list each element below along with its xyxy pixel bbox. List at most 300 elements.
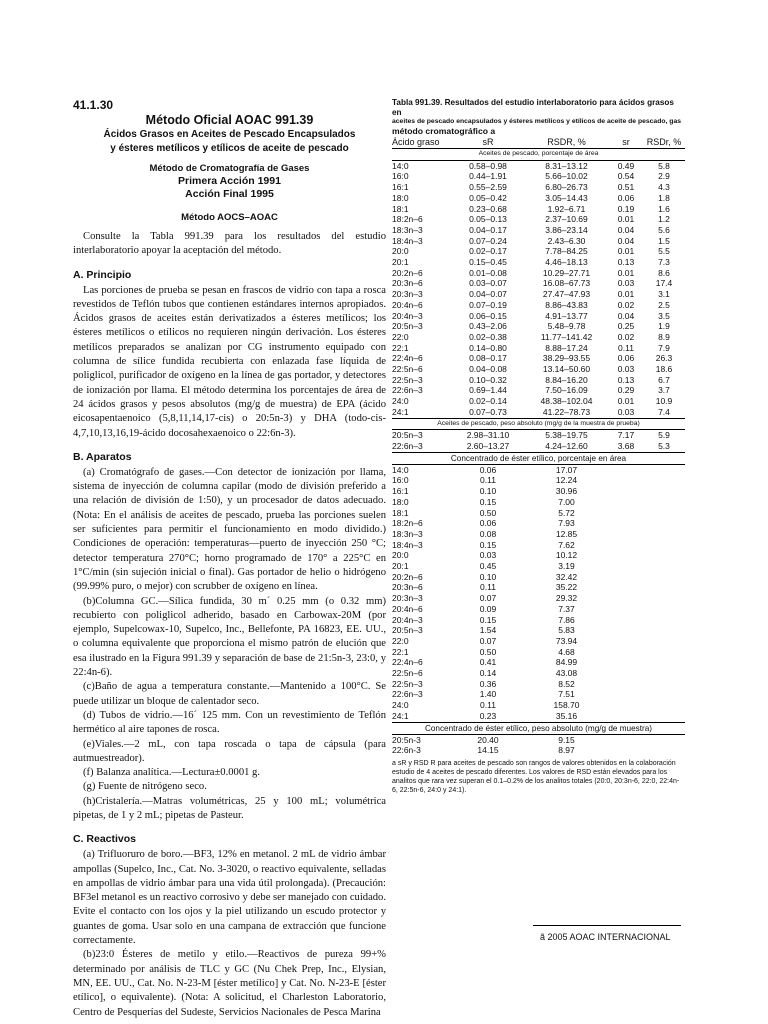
table-cell: 0.25 [617, 321, 635, 332]
table-cell: 20:3n–3 [392, 289, 423, 300]
table-cell: 12.24 [555, 475, 578, 486]
table-row [392, 647, 685, 658]
table-row [392, 441, 685, 452]
table-row [392, 182, 685, 193]
table-cell: 20:1 [392, 561, 409, 572]
table-cell: 20:3n–3 [392, 593, 423, 604]
header-rsdr: RSDr, % [643, 136, 685, 149]
table-cell: 14:0 [392, 464, 409, 475]
table-cell: 22:6n–3 [392, 385, 423, 396]
table-cell: 0.07–0.24 [469, 235, 507, 246]
table-cell: 1.40 [479, 689, 497, 700]
table-row [392, 407, 685, 418]
table-cell: 0.44–1.91 [469, 171, 507, 182]
table-cell: 27.47–47.93 [542, 289, 591, 300]
table-cell [643, 540, 685, 551]
table-cell: 5.72 [558, 507, 575, 518]
table-cell [643, 647, 685, 658]
table-cell: 7.51 [558, 689, 575, 700]
table-cell: 16.08–67.73 [542, 278, 591, 289]
table-cell: 8.52 [558, 678, 575, 689]
table-row [392, 268, 685, 279]
table-cell: 0.15 [479, 539, 497, 550]
table-cell: 20:5n–3 [392, 625, 423, 636]
table-cell: 7.17 [617, 430, 635, 441]
table-cell: 0.15–0.45 [469, 257, 507, 268]
table-row [392, 508, 685, 519]
table-cell [609, 582, 643, 593]
table-cell [643, 497, 685, 508]
table-cell: 22:0 [392, 635, 409, 646]
table-cell: 0.23–0.68 [469, 203, 507, 214]
table-cell: 0.10 [479, 486, 497, 497]
table-cell: 41.22–78.73 [542, 406, 591, 417]
table-cell: 8.88–17.24 [545, 342, 588, 353]
table-cell: 0.14 [479, 668, 497, 679]
subtitle-line2: y ésteres metílicos y etílicos de aceite de pescado [110, 143, 349, 154]
table-cell: 22:5n–3 [392, 678, 423, 689]
table-cell: 7.50–16.09 [545, 385, 588, 396]
table-cell: 0.04–0.07 [469, 289, 507, 300]
table-cell: 29.32 [555, 593, 578, 604]
section-b-d: (d) Tubos de vidrio.—16´ 125 mm. Con un revestimiento de Teflón hermético al aire tapones de rosca. [73, 709, 386, 736]
table-row [392, 343, 685, 354]
table-cell: 0.11 [480, 700, 496, 711]
table-cell: 22:4n–6 [392, 353, 423, 364]
table-row [392, 204, 685, 215]
table-cell: 6.7 [658, 374, 670, 385]
table-cell: 0.11 [618, 342, 634, 353]
table-cell: 0.05–0.13 [469, 214, 507, 225]
table-cell: 48.38–102.04 [540, 396, 593, 407]
section-b-g: (g) Fuente de nitrógeno seco. [83, 781, 207, 793]
table-cell: 3.7 [658, 385, 670, 396]
table-cell: 0.41 [479, 657, 497, 668]
table-cell [643, 657, 685, 668]
table-row [392, 668, 685, 679]
table-band-heading: Concentrado de éster etílico, porcentaje en área [392, 452, 685, 464]
table-cell [643, 615, 685, 626]
table-row [392, 540, 685, 551]
table-cell: 0.14–0.80 [469, 342, 507, 353]
table-cell [643, 529, 685, 540]
table-cell: 32.42 [555, 571, 578, 582]
table-cell: 18:1 [392, 507, 409, 518]
table-cell: 0.07–0.19 [469, 299, 507, 310]
table-cell: 7.37 [558, 603, 575, 614]
table-cell: 2.37–10.69 [545, 214, 588, 225]
table-cell: 0.43–2.06 [469, 321, 507, 332]
table-cell [643, 689, 685, 700]
table-cell: 18:0 [392, 496, 409, 507]
table-cell: 0.11 [480, 582, 496, 593]
table-cell: 20:5n-3 [392, 734, 421, 745]
table-cell: 5.48–9.78 [547, 321, 586, 332]
table-cell: 0.03 [617, 278, 635, 289]
table-cell: 0.13 [617, 374, 635, 385]
table-row [392, 160, 685, 171]
table-cell: 0.11 [480, 475, 496, 486]
table-subtitle: aceites de pescado encapsulados y ésteres metílicos y etílicos de aceite de pescado, gas [392, 118, 682, 125]
table-cell: 10.9 [655, 396, 673, 407]
table-cell: 0.19 [617, 203, 635, 214]
table-row [392, 332, 685, 343]
section-b-c: (c)Baño de agua a temperatura constante.—Mantenido a 100°C. Se puede utilizar un bloque de calentador seco. [73, 681, 386, 707]
section-b-h: (h)Cristalería.—Matras volumétricas, 25 y 100 mL; volumétrica pipetas, de 1 y 2 mL; pipetas de Pasteur. [73, 795, 386, 821]
table-cell: 5.38–19.75 [545, 430, 588, 441]
table-cell: 0.06 [617, 353, 635, 364]
table-cell [609, 636, 643, 647]
table-cell: 20:1 [392, 257, 409, 268]
method-line2: Primera Acción 1991 [178, 175, 281, 187]
table-cell [609, 745, 643, 756]
table-cell: 158.70 [553, 700, 580, 711]
table-cell: 0.10–0.32 [469, 374, 507, 385]
table-cell: 0.02 [617, 299, 635, 310]
table-cell: 0.02 [617, 331, 635, 342]
table-cell [609, 689, 643, 700]
table-cell: 20:0 [392, 246, 409, 257]
table-cell: 0.08 [479, 528, 497, 539]
table-cell [609, 464, 643, 475]
table-cell: 7.3 [658, 257, 670, 268]
table-cell: 0.23 [479, 710, 497, 721]
table-cell [643, 636, 685, 647]
section-b-f: (f) Balanza analítica.—Lectura±0.0001 g. [83, 767, 261, 779]
table-cell: 20:4n–3 [392, 614, 423, 625]
table-cell [643, 508, 685, 519]
table-cell: 24:1 [392, 710, 409, 721]
table-cell [609, 668, 643, 679]
table-cell [609, 508, 643, 519]
header-sR: sR [452, 136, 524, 149]
table-cell: 22:5n–6 [392, 668, 423, 679]
table-cell: 0.04 [617, 224, 635, 235]
table-cell: 5.5 [658, 246, 670, 257]
table-cell: 8.6 [658, 267, 670, 278]
table-cell [643, 486, 685, 497]
table-cell: 18:2n–6 [392, 214, 423, 225]
table-row [392, 353, 685, 364]
table-cell [609, 529, 643, 540]
table-cell: 0.04 [617, 235, 635, 246]
table-cell [643, 745, 685, 756]
table-cell: 20:5n–3 [392, 321, 423, 332]
table-cell: 4.3 [658, 182, 670, 193]
method-title: Método Oficial AOAC 991.39 [145, 113, 314, 127]
table-cell: 0.15 [479, 614, 497, 625]
table-cell: 0.06 [617, 192, 635, 203]
header-fatty-acid: Ácido graso [392, 136, 452, 149]
table-cell: 73.94 [555, 635, 578, 646]
table-section-1 [392, 149, 685, 419]
table-cell: 22:0 [392, 331, 409, 342]
table-row [392, 711, 685, 722]
table-cell [609, 657, 643, 668]
table-row [392, 550, 685, 561]
table-cell: 8.84–16.20 [545, 374, 588, 385]
table-cell: 3.1 [658, 289, 670, 300]
table-cell: 0.69–1.44 [469, 385, 507, 396]
table-cell [609, 475, 643, 486]
table-cell: 7.86 [558, 614, 575, 625]
table-cell: 16:0 [392, 171, 409, 182]
table-row [392, 364, 685, 375]
table-cell: 5.8 [658, 160, 670, 171]
table-cell: 30.96 [555, 486, 578, 497]
table-cell [609, 679, 643, 690]
table-cell: 0.04 [617, 310, 635, 321]
table-subtitle-2: método cromatográfico a [392, 126, 496, 136]
table-row [392, 657, 685, 668]
table-row [392, 300, 685, 311]
table-cell: 0.01–0.08 [469, 267, 507, 278]
table-cell: 3.19 [558, 561, 575, 572]
table-cell: 7.93 [558, 518, 575, 529]
table-cell: 0.50 [479, 507, 497, 518]
table-cell [643, 561, 685, 572]
section-number: 41.1.30 [73, 98, 114, 112]
table-cell: 5.3 [658, 440, 670, 451]
table-row [392, 385, 685, 396]
table-cell: 12.85 [555, 528, 578, 539]
table-cell [609, 604, 643, 615]
table-cell: 16:1 [392, 486, 409, 497]
table-row [392, 625, 685, 636]
table-row [392, 689, 685, 700]
section-a-heading: A. Principio [73, 268, 132, 281]
table-cell [609, 486, 643, 497]
intro-paragraph: Consulte la Tabla 991.39 para los resultados del estudio interlaboratorio apoyar la aceptación del método. [73, 231, 386, 257]
table-cell: 18:1 [392, 203, 409, 214]
table-cell: 0.06–0.15 [469, 310, 507, 321]
table-cell: 0.13 [617, 257, 635, 268]
table-cell: 20:4n–6 [392, 603, 423, 614]
table-cell: 18.6 [655, 364, 673, 375]
table-cell: 8.86–43.83 [545, 299, 588, 310]
table-cell: 0.03 [479, 550, 497, 561]
table-cell: 1.92–6.71 [547, 203, 586, 214]
table-cell: 22:5n–3 [392, 374, 423, 385]
table-cell: 84.99 [555, 657, 578, 668]
table-cell: 11.77–141.42 [540, 331, 593, 342]
table-cell: 0.04–0.17 [469, 224, 507, 235]
table-cell: 13.14–50.60 [542, 364, 591, 375]
table-cell [643, 593, 685, 604]
table-cell: 38.29–93.55 [542, 353, 591, 364]
right-column [392, 98, 685, 795]
table-cell: 10.29–27.71 [542, 267, 591, 278]
table-cell: 0.03 [617, 406, 635, 417]
table-cell: 7.9 [658, 342, 670, 353]
table-cell: 0.02–0.17 [469, 246, 507, 257]
table-row [392, 572, 685, 583]
table-row [392, 289, 685, 300]
table-cell: 20:0 [392, 550, 409, 561]
table-cell: 9.15 [558, 734, 575, 745]
table-cell: 22:6n–3 [392, 440, 423, 451]
table-cell: 0.49 [617, 160, 635, 171]
section-b-b: (b)Columna GC.—Sílica fundida, 30 m´ 0.25 mm (o 0.32 mm) recubierto con poliglicol adherido, basado en Carbowax-20M (por ejemplo, Supelcowax-10, Supelco, Inc., Bellefonte, PA 16823, EE. UU., o columna equivalente que proporciona el mismo patrón de elución que esa ilustrado en la Figura 991.39 y separación de base de 21:5n-3, 23:0, y 22:4n-6). [73, 595, 386, 679]
table-cell: 20:2n–6 [392, 267, 423, 278]
method-line3: Acción Final 1995 [185, 188, 274, 200]
table-section-2 [392, 418, 685, 452]
table-cell: 2.98–31.10 [466, 430, 510, 441]
table-cell [609, 550, 643, 561]
table-section-4 [392, 722, 685, 756]
table-cell: 18:4n–3 [392, 539, 423, 550]
table-cell [609, 540, 643, 551]
table-cell: 1.6 [658, 203, 670, 214]
table-row [392, 214, 685, 225]
table-cell: 3.5 [658, 310, 670, 321]
method-line1: Método de Cromatografía de Gases [149, 163, 310, 174]
table-cell: 2.60–13.27 [466, 440, 510, 451]
table-cell: 0.55–2.59 [469, 182, 507, 193]
table-footnote: a sR y RSD R para aceites de pescado son rangos de valores obtenidos en la colaboración estudio de 4 aceites de pescado diferentes. Los valores de RSD están elevados para los analitos que rara vez superan el 0.1–0.2% de los analitos totales (20:0, 20:3n-6, 22:0, 22:4n-6, 22:5n-6, 24:0 y 24:1). [392, 759, 680, 794]
table-row [392, 636, 685, 647]
table-cell: 17.4 [655, 278, 673, 289]
table-cell: 22:6n-3 [392, 745, 421, 756]
table-cell: 7.62 [558, 539, 575, 550]
table-cell: 22:6n–3 [392, 689, 423, 700]
table-row [392, 734, 685, 745]
table-cell: 6.80–26.73 [545, 182, 588, 193]
table-cell: 2.43–6.30 [547, 235, 586, 246]
header-sr: sr [609, 136, 643, 149]
table-row [392, 475, 685, 486]
table-cell: 16:0 [392, 475, 409, 486]
table-cell [643, 734, 685, 745]
section-b-a: (a) Cromatógrafo de gases.—Con detector de ionización por llama, sistema de inyección de columna capilar (modo de división preferido a una relación de división de 1:50), y un procesador de datos adecuado. (Nota: En el análisis de aceites de pescado, prueba las porciones suelen ser suficientes para permitir el funcionamiento en modo dividido.) Condiciones de operación: temperaturas—puerto de inyección 250 °C; detector temperatura 270°C; horno programado de 170° a 225°C en 1°C/min (sin sujeción inicial o final). Gas portador de helio o hidrógeno (99.99% puro, o mejor) con scrubber de oxígeno en línea. [73, 466, 386, 593]
table-cell [609, 647, 643, 658]
table-band-heading: Aceites de pescado, peso absoluto (mg/g de la muestra de prueba) [392, 418, 685, 430]
table-cell: 0.01 [617, 214, 635, 225]
table-cell: 0.50 [479, 646, 497, 657]
table-row [392, 497, 685, 508]
table-cell: 20:2n–6 [392, 571, 423, 582]
table-cell: 3.68 [617, 440, 635, 451]
section-a-text: Las porciones de prueba se pesan en frascos de vidrio con tapa a rosca revestidos de Teflón tubos que contienen estándares internos apropiados. Ácidos grasos de aceites están derivatizados a ésteres metílicos; los ésteres metílicos o etílicos no requieren ningún derivación. Los ésteres metílicos preparados se analizan por CG instrumento equipado con columna de sílice fundida recubierta con enlazada fase líquida de poliglicol, purificador de oxígeno en la línea de gas portador, y detectores de ionización por llama. El método determina los porcentajes de área de 24 ácidos grasos y pesos absolutos (mg/g de muestra) de EPA (ácido eicosapentaenoico (5,8,11,14,17-cis) o 20:5n-3) y DHA (todo-cis-4,7,10,13,16,19-ácido docosahexaenoico o 22:6n-3). [73, 284, 386, 439]
table-cell [643, 464, 685, 475]
section-b-e: (e)Viales.—2 mL, con tapa roscada o tapa de cápsula (para autmuestreador). [73, 738, 386, 764]
table-cell: 8.97 [558, 745, 575, 756]
section-c-a: (a) Trifluoruro de boro.—BF3, 12% en metanol. 2 mL de vidrio ámbar ampollas (Supelco, Inc., Cat. No. 3-3020, o reactivo equivalente, selladas en ampollas de vidrio ámbar para una vida útil prolongada). (Precaución: BF3el metanol es un reactivo corrosivo y debe ser manejado con cuidado. Evite el contacto con los ojos y la piel utilizando un escudo protector y guantes de goma. Usar solo en una campana de extracción que funcione correctamente. [73, 849, 387, 947]
table-cell: 22:4n–6 [392, 657, 423, 668]
table-row [392, 593, 685, 604]
table-title: Tabla 991.39. Resultados del estudio interlaboratorio para ácidos grasos en [392, 98, 674, 117]
table-row [392, 396, 685, 407]
table-cell: 17.07 [555, 464, 578, 475]
table-row [392, 486, 685, 497]
table-cell: 20:4n–3 [392, 310, 423, 321]
table-cell: 0.01 [617, 267, 635, 278]
table-cell: 0.15 [479, 496, 497, 507]
left-column [73, 98, 386, 1020]
table-cell: 0.45 [479, 561, 497, 572]
table-section-3 [392, 452, 685, 722]
table-row [392, 375, 685, 386]
table-cell [643, 475, 685, 486]
section-b-heading: B. Aparatos [73, 450, 132, 463]
table-cell [643, 604, 685, 615]
table-cell: 7.4 [658, 406, 670, 417]
table-cell: 0.08–0.17 [469, 353, 507, 364]
table-cell [643, 668, 685, 679]
table-cell: 18:3n–3 [392, 528, 423, 539]
table-cell: 0.03 [617, 364, 635, 375]
table-row [392, 246, 685, 257]
table-row [392, 193, 685, 204]
table-row [392, 430, 685, 441]
table-cell: 5.66–10.02 [545, 171, 588, 182]
table-cell: 1.2 [658, 214, 670, 225]
table-cell: 24:0 [392, 396, 409, 407]
table-cell: 0.01 [617, 246, 635, 257]
table-cell: 0.03–0.07 [469, 278, 507, 289]
table-cell [609, 561, 643, 572]
table-cell [609, 572, 643, 583]
table-cell [609, 518, 643, 529]
table-cell: 24:1 [392, 406, 409, 417]
table-cell: 4.91–13.77 [545, 310, 588, 321]
table-cell: 0.10 [479, 571, 497, 582]
section-c-b: (b)23:0 Ésteres de metilo y etilo.—Reactivos de pureza 99+% determinado por análisis de TLC y GC (Nu Chek Prep, Inc., Elysian, MN, EE. UU., Cat. No. N-23-M [éster metílico] y Cat. No. N-23-E [éster etílico], o equivalente). (Nota: A solicitud, el Charleston Laboratorio, Centro de Pesquerías del Sudeste, Servicios Nacionales de Pesca Marina [73, 949, 386, 1018]
table-cell: 20:4n–6 [392, 299, 423, 310]
table-cell [643, 679, 685, 690]
table-cell: 0.02–0.38 [469, 331, 507, 342]
table-cell: 35.22 [555, 582, 578, 593]
table-cell: 16:1 [392, 182, 409, 193]
results-table [392, 136, 685, 756]
table-row [392, 679, 685, 690]
table-row [392, 745, 685, 756]
table-cell: 18:2n–6 [392, 518, 423, 529]
table-cell: 5.6 [658, 224, 670, 235]
table-cell: 0.58–0.98 [469, 160, 507, 171]
table-cell: 0.36 [479, 678, 497, 689]
table-cell: 20:3n–6 [392, 582, 423, 593]
table-row [392, 236, 685, 247]
copyright-rule [533, 925, 681, 926]
table-cell [643, 700, 685, 711]
table-cell [609, 700, 643, 711]
table-cell: 10.12 [555, 550, 578, 561]
table-cell: 20.40 [477, 734, 499, 745]
table-cell: 20:3n–6 [392, 278, 423, 289]
table-cell: 2.5 [658, 299, 670, 310]
table-cell [609, 625, 643, 636]
table-row [392, 604, 685, 615]
table-cell: 1.5 [658, 235, 670, 246]
table-cell: 0.29 [617, 385, 635, 396]
table-cell: 0.51 [617, 182, 635, 193]
table-cell: 18:3n–3 [392, 224, 423, 235]
table-cell: 22:1 [392, 646, 409, 657]
table-row [392, 700, 685, 711]
table-cell: 1.54 [479, 625, 497, 636]
table-cell [609, 711, 643, 722]
table-cell: 0.01 [617, 289, 635, 300]
table-row [392, 529, 685, 540]
table-row [392, 225, 685, 236]
table-row [392, 257, 685, 268]
table-cell [643, 625, 685, 636]
header-rsdR: RSDR, % [524, 136, 609, 149]
table-cell: 24:0 [392, 700, 409, 711]
table-cell [643, 572, 685, 583]
table-cell: 0.07–0.73 [469, 406, 507, 417]
